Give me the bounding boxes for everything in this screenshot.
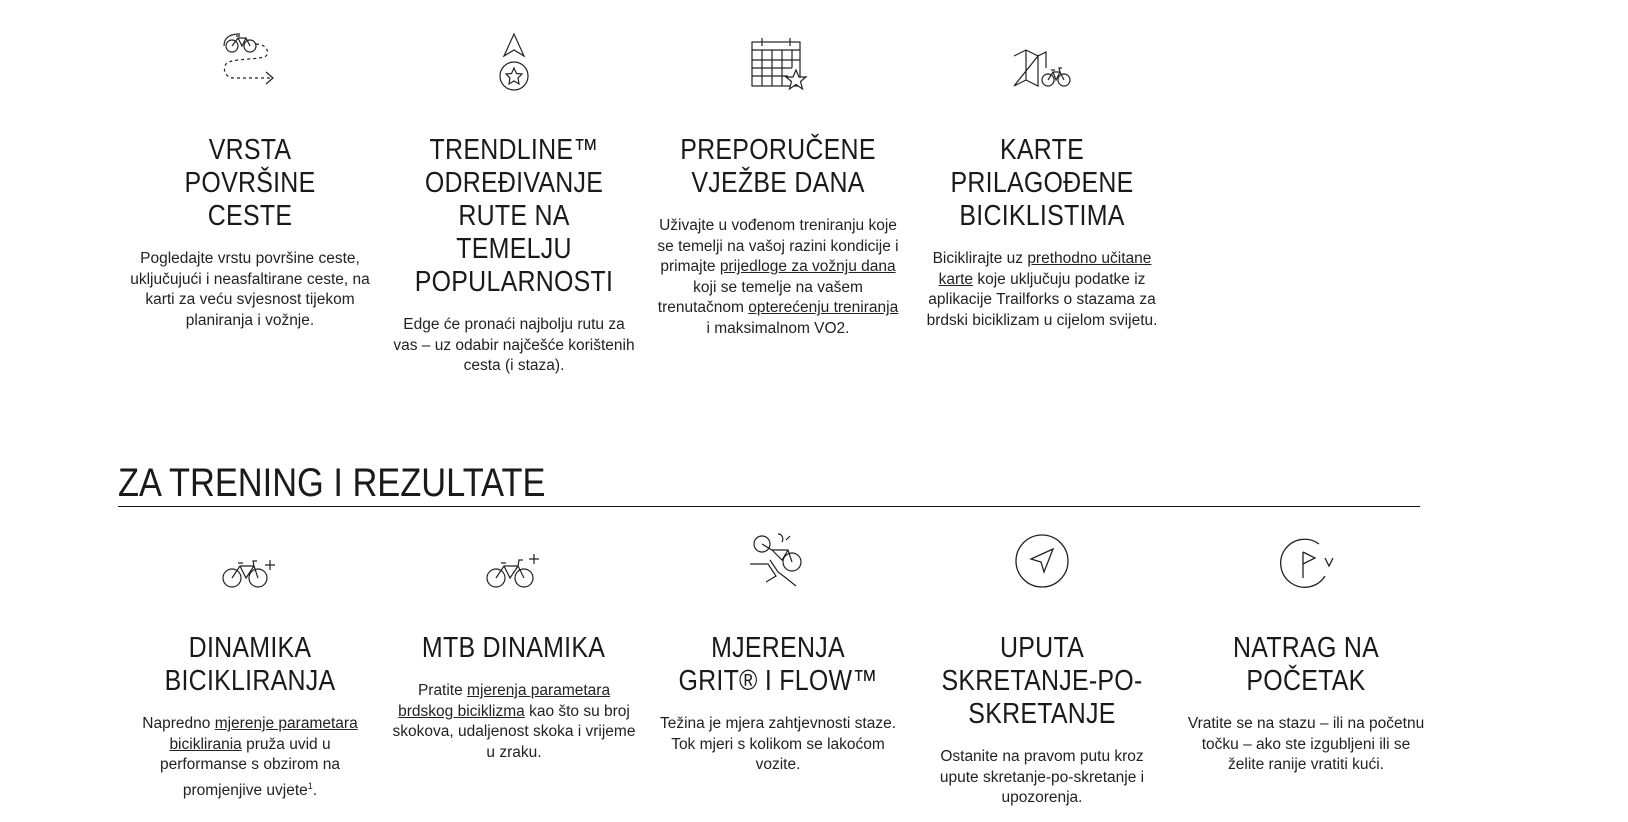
description-text: . (312, 781, 318, 799)
description-text: i maksimalnom VO2. (706, 319, 850, 337)
feature-description (382, 681, 646, 763)
footnote-marker: 1 (307, 780, 313, 791)
feature-title: NATRAG NA POČETAK (1233, 632, 1379, 697)
feature-cycling-maps (910, 0, 1174, 377)
feature-description (1174, 714, 1438, 776)
feature-mtb-dynamics (382, 498, 646, 809)
description-text: Biciklirajte uz (932, 250, 1028, 267)
feature-link[interactable]: prethodno učitane karte (938, 250, 1152, 288)
description-text: Težina je mjera zahtjevnosti staze. Tok mjeri s kolikom se lakoćom vozite. (659, 715, 897, 774)
feature-description (646, 714, 910, 776)
calendar-star-icon (748, 0, 808, 92)
description-text: koje uključuju podatke iz aplikacije Trailforks o stazama za brdski biciklizam u cijelom svijetu. (926, 270, 1158, 329)
feature-title: DINAMIKA BICIKLIRANJA (164, 632, 336, 697)
description-text: Ostanite na pravom putu kroz upute skretanje-po-skretanje i upozorenja. (939, 748, 1145, 807)
feature-link[interactable]: prijedloge za vožnju dana (719, 258, 896, 276)
feature-turn-by-turn (910, 498, 1174, 809)
description-text: Napredno (142, 715, 215, 732)
feature-title: UPUTA SKRETANJE-PO-SKRETANJE (941, 632, 1143, 730)
feature-title: MJERENJA GRIT® I FLOW™ (678, 632, 878, 697)
bike-route-icon (220, 0, 280, 92)
feature-back-to-start (1174, 498, 1438, 809)
bottom-feature-grid (118, 498, 1438, 809)
top-feature-grid (118, 0, 1174, 377)
feature-description (118, 714, 382, 802)
navigation-arrow-icon (1013, 498, 1071, 590)
description-text: Edge će pronaći najbolju rutu za vas – uz odabir najčešće korištenih cesta (i staza). (393, 316, 635, 375)
mtb-plus-icon (484, 498, 544, 590)
map-bike-icon (1012, 0, 1072, 92)
feature-title: TRENDLINE™ ODREĐIVANJE RUTE NA TEMELJU POPULARNOSTI (414, 134, 614, 298)
bike-plus-icon (220, 498, 280, 590)
feature-link[interactable]: mjerenja parametara brdskog biciklizma (398, 682, 611, 720)
description-text: Pratite (417, 682, 468, 699)
feature-cycling-dynamics (118, 498, 382, 809)
description-text: Uživajte u vođenom treniranju koje se temelji na vašoj razini kondicije i primajte (657, 217, 899, 276)
feature-description (646, 216, 910, 340)
feature-grit-flow (646, 498, 910, 809)
mtb-rider-icon (748, 498, 808, 590)
trendline-icon (494, 0, 534, 92)
feature-title: VRSTA POVRŠINE CESTE (184, 134, 316, 232)
description-text: kao što su broj skokova, udaljenost skoka i vrijeme u zraku. (392, 702, 636, 761)
description-text: pruža uvid u performanse s obzirom na promjenjive uvjete (159, 735, 341, 799)
feature-title: PREPORUČENE VJEŽBE DANA (680, 134, 876, 199)
feature-title: KARTE PRILAGOĐENE BICIKLISTIMA (950, 134, 1134, 232)
feature-road-surface (118, 0, 382, 377)
feature-link[interactable]: opterećenju treniranja (748, 299, 899, 317)
section-heading: ZA TRENING I REZULTATE (118, 460, 1420, 507)
feature-description (382, 315, 646, 377)
feature-title: MTB DINAMIKA (422, 632, 606, 664)
feature-daily-workouts (646, 0, 910, 377)
back-to-start-icon (1277, 498, 1335, 590)
feature-description (910, 747, 1174, 809)
description-text: Pogledajte vrstu površine ceste, uključujući i neasfaltirane ceste, na karti za veću svjesnost tijekom planiranja i vožnje. (130, 250, 370, 329)
description-text: Vratite se na stazu – ili na početnu točku – ako ste izgubljeni ili se želite ranije vratiti kući. (1187, 715, 1425, 774)
description-text: koji se temelje na vašem trenutačnom (657, 278, 863, 317)
feature-description (910, 249, 1174, 331)
feature-description (118, 249, 382, 331)
feature-trendline (382, 0, 646, 377)
feature-link[interactable]: mjerenje parametara biciklirania (169, 715, 358, 753)
